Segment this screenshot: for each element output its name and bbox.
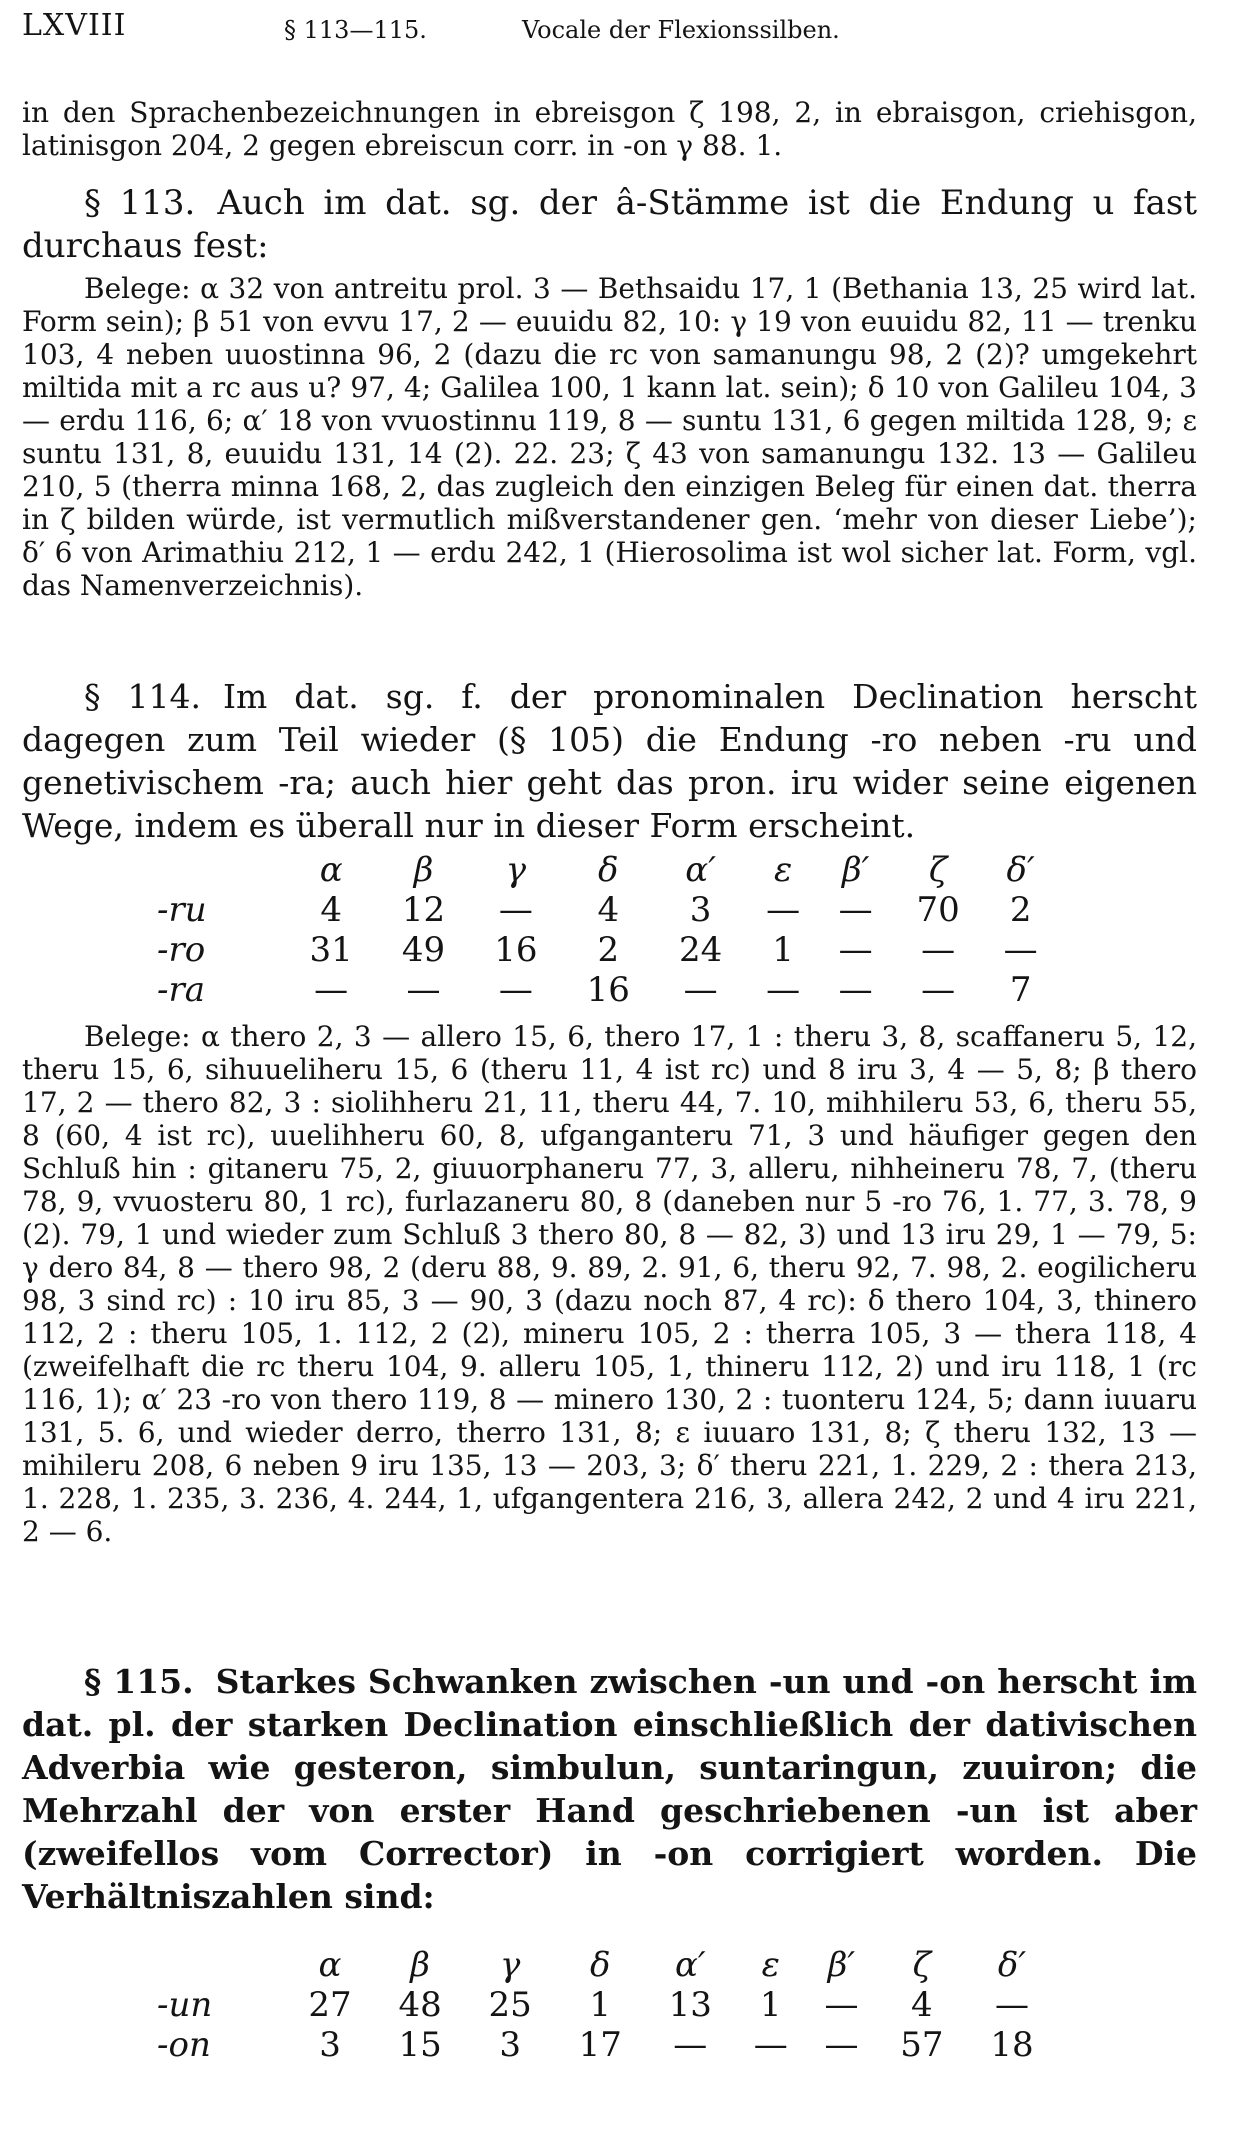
table-cell: — (753, 2025, 788, 2065)
table-cell: — (838, 970, 873, 1010)
row-label: -ra (157, 970, 206, 1010)
row-label: -un (157, 1985, 213, 2025)
table-cell: 1 (589, 1985, 612, 2025)
table-cell: 12 (401, 890, 446, 930)
column-header: ζ (928, 850, 948, 890)
column-header: δ′ (1006, 850, 1035, 890)
section-114-paragraph (22, 675, 1197, 847)
table-cell: — (921, 930, 956, 970)
column-header: α′ (674, 1945, 706, 1985)
table-cell: 27 (308, 1985, 352, 2025)
table-cell: 70 (916, 890, 960, 930)
column-header: β′ (827, 1945, 856, 1985)
section-114-table (157, 850, 1057, 1010)
column-header: ε (761, 1945, 780, 1985)
page-header (22, 8, 1197, 48)
table-cell: 7 (1009, 970, 1032, 1010)
table-cell: 4 (597, 890, 620, 930)
table-cell: 1 (759, 1985, 782, 2025)
column-header: δ (589, 1945, 611, 1985)
column-header: ε (773, 850, 793, 890)
section-113-belege-text: Belege: α 32 von antreitu prol. 3 — Bethsaidu 17, 1 (Bethania 13, 25 wird lat. Form sein); β 51 von evvu 17, 2 — euuidu 82, 10: γ 19 von euuidu 82, 11 — trenku 103, 4 neben uuostinna 96, 2 (dazu die rc von samanungu 98, 2 (2)? umgekehrt miltida mit a rc aus u? 97, 4; Galilea 100, 1 kann lat. sein); δ 10 von Galileu 104, 3 — erdu 116, 6; α′ 18 von vvuostinnu 119, 8 — suntu 131, 6 gegen miltida 128, 9; ε suntu 131, 8, euuidu 131, 14 (2). 22. 23; ζ 43 von samanungu 132. 13 — Galileu 210, 5 (therra minna 168, 2, das zugleich den einzigen Beleg für einen dat. therra in ζ bilden würde, ist vermutlich mißverstandener gen. ‘mehr von dieser Liebe’); δ′ 6 von Arimathiu 212, 1 — erdu 242, 1 (Hierosolima ist wol sicher lat. Form, vgl. das Namenverzeichnis). (22, 272, 1197, 602)
section-115-paragraph (22, 1660, 1197, 1918)
section-113-sign: § 113. (84, 183, 196, 223)
table-cell: 18 (990, 2025, 1034, 2065)
table-cell: 31 (309, 930, 353, 970)
column-header: γ (505, 850, 527, 890)
column-header: γ (499, 1945, 521, 1985)
row-label: -on (157, 2025, 211, 2065)
table-cell: 2 (1009, 890, 1032, 930)
table-cell: — (838, 890, 873, 930)
column-header: ζ (912, 1945, 932, 1985)
column-header: δ′ (997, 1945, 1027, 1985)
table-cell: 2 (597, 930, 620, 970)
running-title: Vocale der Flexionssilben. (522, 16, 840, 44)
table-cell: 49 (401, 930, 446, 970)
section-113-text: Auch im dat. sg. der â-Stämme ist die Endung u fast durchaus fest: (22, 183, 1198, 266)
table-cell: — (406, 970, 441, 1010)
table-cell: 3 (319, 2025, 341, 2065)
table-row (157, 890, 1057, 930)
table-cell: — (683, 970, 718, 1010)
table-cell: 57 (900, 2025, 944, 2065)
column-header: β′ (841, 850, 870, 890)
table-row (157, 2025, 1057, 2065)
section-113-paragraph (22, 182, 1197, 268)
table-cell: — (921, 970, 956, 1010)
row-label: -ru (157, 890, 207, 930)
header-section-range: § 113—115. (284, 16, 427, 44)
table-cell: — (673, 2025, 708, 2065)
table-cell: 3 (689, 890, 712, 930)
table-cell: — (994, 1985, 1029, 2025)
column-header: α (318, 1945, 342, 1985)
table-cell: 17 (578, 2025, 622, 2065)
table-cell: 24 (678, 930, 723, 970)
table-cell: 3 (499, 2025, 521, 2065)
column-header: δ (598, 850, 619, 890)
table-cell: — (498, 970, 533, 1010)
table-cell: 15 (398, 2025, 442, 2065)
table-cell: 1 (772, 930, 794, 970)
table-row (157, 1985, 1057, 2025)
table-cell: 4 (320, 890, 342, 930)
table-cell: — (824, 1985, 859, 2025)
column-header: β (410, 1945, 430, 1985)
table-cell: 25 (488, 1985, 532, 2025)
table-cell: — (838, 930, 873, 970)
column-header: α′ (685, 850, 716, 890)
table-cell: — (766, 890, 801, 930)
table-cell: 13 (668, 1985, 712, 2025)
page-number: LXVIII (22, 8, 127, 43)
section-114-text: Im dat. sg. f. der pronominalen Declination herscht dagegen zum Teil wieder (§ 105) die Endung -ro neben -ru und genetivischem -ra; auch hier geht das pron. iru wider seine eigenen Wege, indem es überall nur in dieser Form erscheint. (22, 677, 1198, 845)
table-cell: — (1003, 930, 1038, 970)
table-cell: 16 (586, 970, 630, 1010)
table-cell: — (824, 2025, 859, 2065)
table-cell: 48 (398, 1985, 442, 2025)
section-114-belege (22, 1020, 1197, 1548)
intro-paragraph: in den Sprachenbezeichnungen in ebreisgon ζ 198, 2, in ebraisgon, criehisgon, latinisgon 204, 2 gegen ebreiscun corr. in -on γ 88. 1. (22, 96, 1197, 162)
table-cell: — (498, 890, 533, 930)
section-115-sign: § 115. (84, 1662, 194, 1701)
table-cell: — (766, 970, 801, 1010)
column-header: β (413, 850, 434, 890)
table-cell: 4 (911, 1985, 933, 2025)
table-cell: 16 (494, 930, 538, 970)
row-label: -ro (157, 930, 206, 970)
table-row (157, 930, 1057, 970)
column-header: α (319, 850, 343, 890)
section-114-sign: § 114. (84, 677, 201, 716)
section-114-belege-text: Belege: α thero 2, 3 — allero 15, 6, thero 17, 1 : theru 3, 8, scaffaneru 5, 12, theru 15, 6, sihuueliheru 15, 6 (theru 11, 4 ist rc) und 8 iru 3, 4 — 5, 8; β thero 17, 2 — thero 82, 3 : siolihheru 21, 11, theru 44, 7. 10, mihhileru 53, 6, theru 55, 8 (60, 4 ist rc), uuelihheru 60, 8, ufganganteru 71, 3 und häufiger gegen den Schluß hin : gitaneru 75, 2, giuuorphaneru 77, 3, alleru, nihheineru 78, 7, (theru 78, 9, vvuosteru 80, 1 rc), furlazaneru 80, 8 (daneben nur 5 -ro 76, 1. 77, 3. 78, 9 (2). 79, 1 und wieder zum Schluß 3 thero 80, 8 — 82, 3) und 13 iru 29, 1 — 79, 5: γ dero 84, 8 — thero 98, 2 (deru 88, 9. 89, 2. 91, 6, theru 92, 7. 98, 2. eogilicheru 98, 3 sind rc) : 10 iru 85, 3 — 90, 3 (dazu noch 87, 4 rc): δ thero 104, 3, thinero 112, 2 : theru 105, 1. 112, 2 (2), mineru 105, 2 : therra 105, 3 — thera 118, 4 (zweifelhaft die rc theru 104, 9. alleru 105, 1, thineru 112, 2) und iru 118, 1 (rc 116, 1); α′ 23 -ro von thero 119, 8 — minero 130, 2 : tuonteru 124, 5; dann iuuaru 131, 5. 6, und wieder derro, therro 131, 8; ε iuuaro 131, 8; ζ theru 132, 13 — mihileru 208, 6 neben 9 iru 135, 13 — 203, 3; δ′ theru 221, 1. 229, 2 : thera 213, 1. 228, 1. 235, 3. 236, 4. 244, 1, ufgangentera 216, 3, allera 242, 2 und 4 iru 221, 2 — 6. (22, 1020, 1197, 1548)
section-115-table (157, 1945, 1057, 2065)
table-row (157, 970, 1057, 1010)
section-115-text: Starkes Schwanken zwischen -un und -on herscht im dat. pl. der starken Declination einschließlich der dativischen Adverbia wie gesteron, simbulun, suntaringun, zuuiron; die Mehrzahl der von erster Hand geschriebenen -un ist aber (zweifellos vom Corrector) in -on corrigiert worden. Die Verhältniszahlen sind: (22, 1662, 1197, 1916)
section-113-belege (22, 272, 1197, 602)
table-cell: — (314, 970, 349, 1010)
